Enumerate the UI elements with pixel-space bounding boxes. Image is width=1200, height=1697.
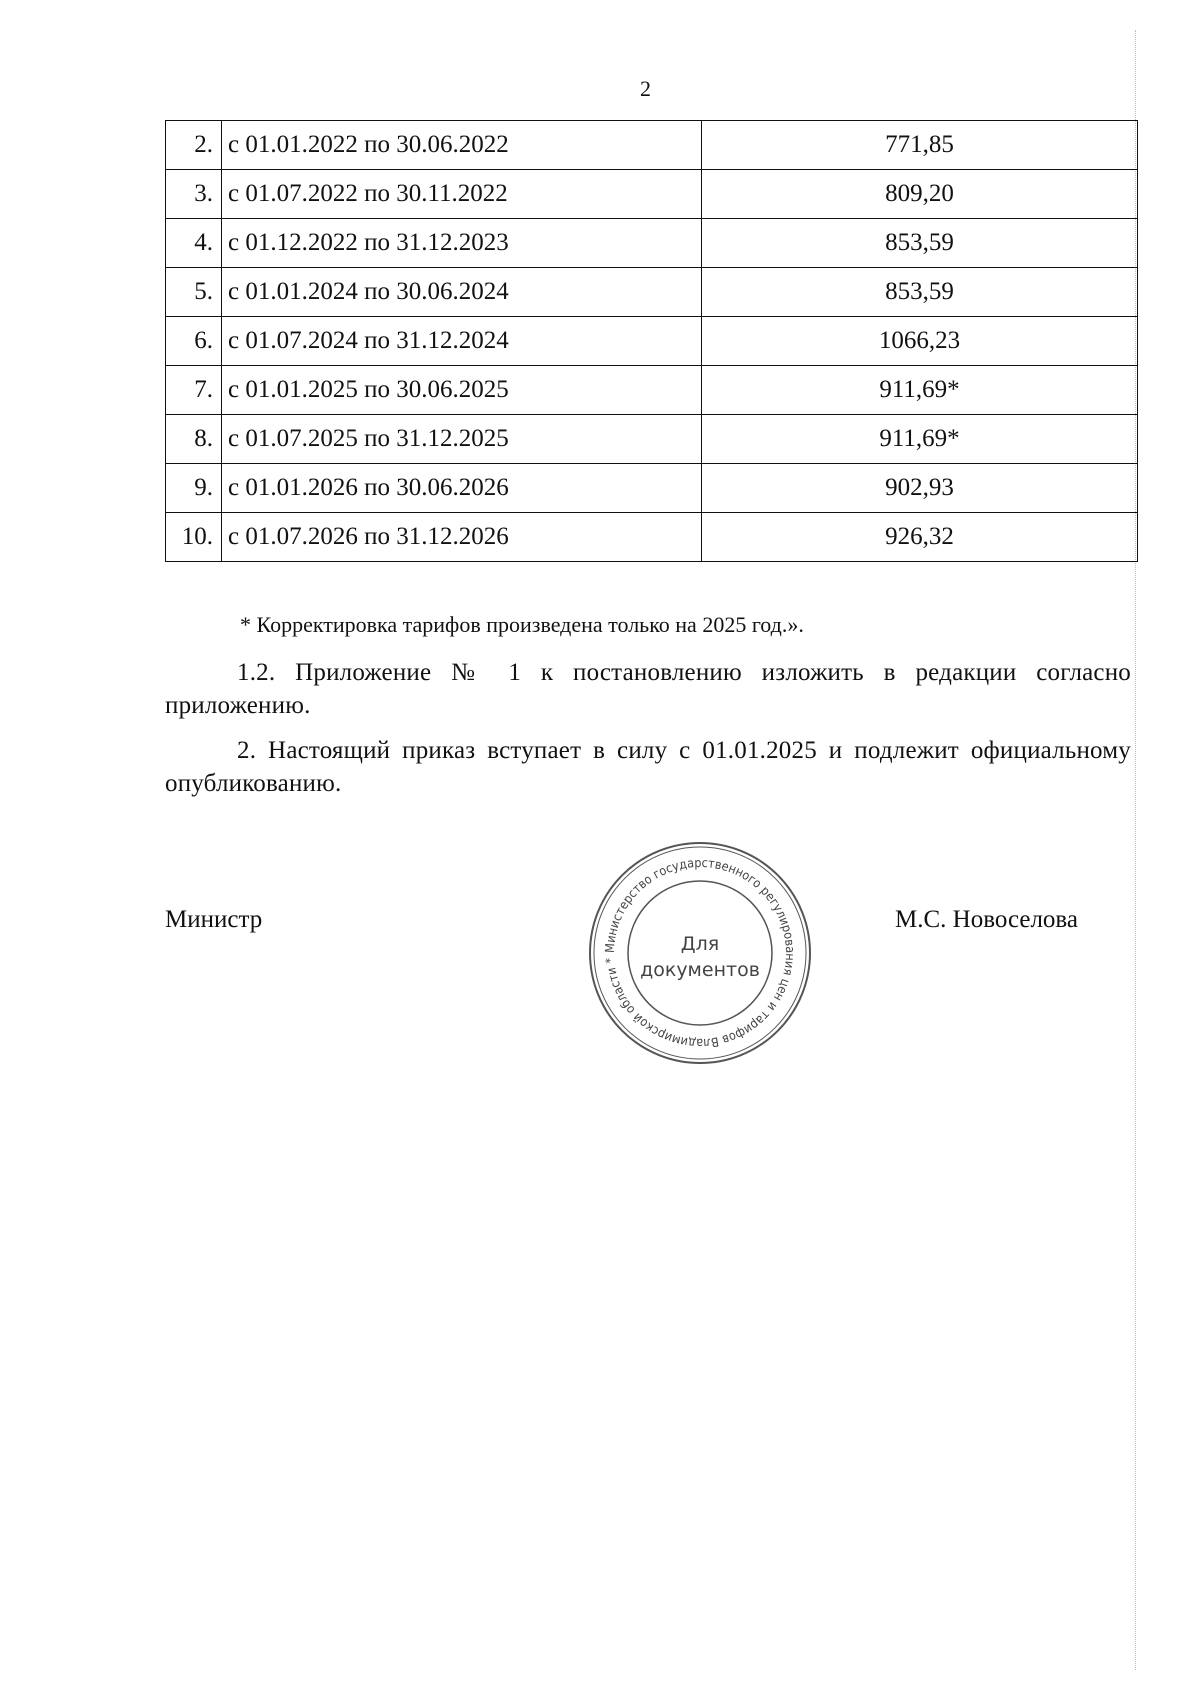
seal-center-line-1: Для (680, 933, 720, 955)
row-period: с 01.01.2024 по 30.06.2024 (222, 268, 702, 317)
row-tariff-value: 902,93 (702, 464, 1138, 513)
table-row (166, 170, 1138, 219)
row-period: с 01.01.2022 по 30.06.2022 (222, 121, 702, 170)
seal-ring-text: Министерство государственного регулирования цен и тарифов Владимирской области * (601, 854, 799, 1052)
row-number: 6. (166, 317, 222, 366)
row-number: 9. (166, 464, 222, 513)
row-tariff-value: 911,69* (702, 366, 1138, 415)
row-period: с 01.07.2026 по 31.12.2026 (222, 513, 702, 562)
official-seal (585, 838, 815, 1068)
table-row (166, 219, 1138, 268)
row-period: с 01.07.2022 по 30.11.2022 (222, 170, 702, 219)
signatory-title: Министр (165, 906, 263, 933)
row-number: 7. (166, 366, 222, 415)
table-row (166, 513, 1138, 562)
row-tariff-value: 853,59 (702, 268, 1138, 317)
tariff-table (165, 120, 1138, 562)
row-number: 3. (166, 170, 222, 219)
table-row (166, 366, 1138, 415)
row-number: 5. (166, 268, 222, 317)
paragraph-2: 2. Настоящий приказ вступает в силу с 01.01.2025 и подлежит официальному опубликованию. (165, 737, 1131, 797)
seal-graphic (585, 838, 815, 1068)
row-number: 4. (166, 219, 222, 268)
paragraph-1-2: 1.2. Приложение № 1 к постановлению изложить в редакции согласно приложению. (165, 659, 1131, 719)
row-period: с 01.01.2025 по 30.06.2025 (222, 366, 702, 415)
signatory-name: М.С. Новоселова (895, 906, 1079, 933)
row-number: 8. (166, 415, 222, 464)
row-period: с 01.07.2025 по 31.12.2025 (222, 415, 702, 464)
page-number: 2 (640, 76, 651, 101)
table-row (166, 121, 1138, 170)
table-row (166, 415, 1138, 464)
table-row (166, 317, 1138, 366)
table-row (166, 268, 1138, 317)
row-period: с 01.01.2026 по 30.06.2026 (222, 464, 702, 513)
row-number: 2. (166, 121, 222, 170)
table-row (166, 464, 1138, 513)
row-tariff-value: 809,20 (702, 170, 1138, 219)
row-tariff-value: 771,85 (702, 121, 1138, 170)
row-tariff-value: 911,69* (702, 415, 1138, 464)
row-tariff-value: 926,32 (702, 513, 1138, 562)
row-tariff-value: 853,59 (702, 219, 1138, 268)
row-tariff-value: 1066,23 (702, 317, 1138, 366)
table-footnote: * Корректировка тарифов произведена только на 2025 год.». (240, 612, 804, 637)
seal-center-line-2: документов (640, 959, 760, 981)
row-period: с 01.12.2022 по 31.12.2023 (222, 219, 702, 268)
row-period: с 01.07.2024 по 31.12.2024 (222, 317, 702, 366)
row-number: 10. (166, 513, 222, 562)
